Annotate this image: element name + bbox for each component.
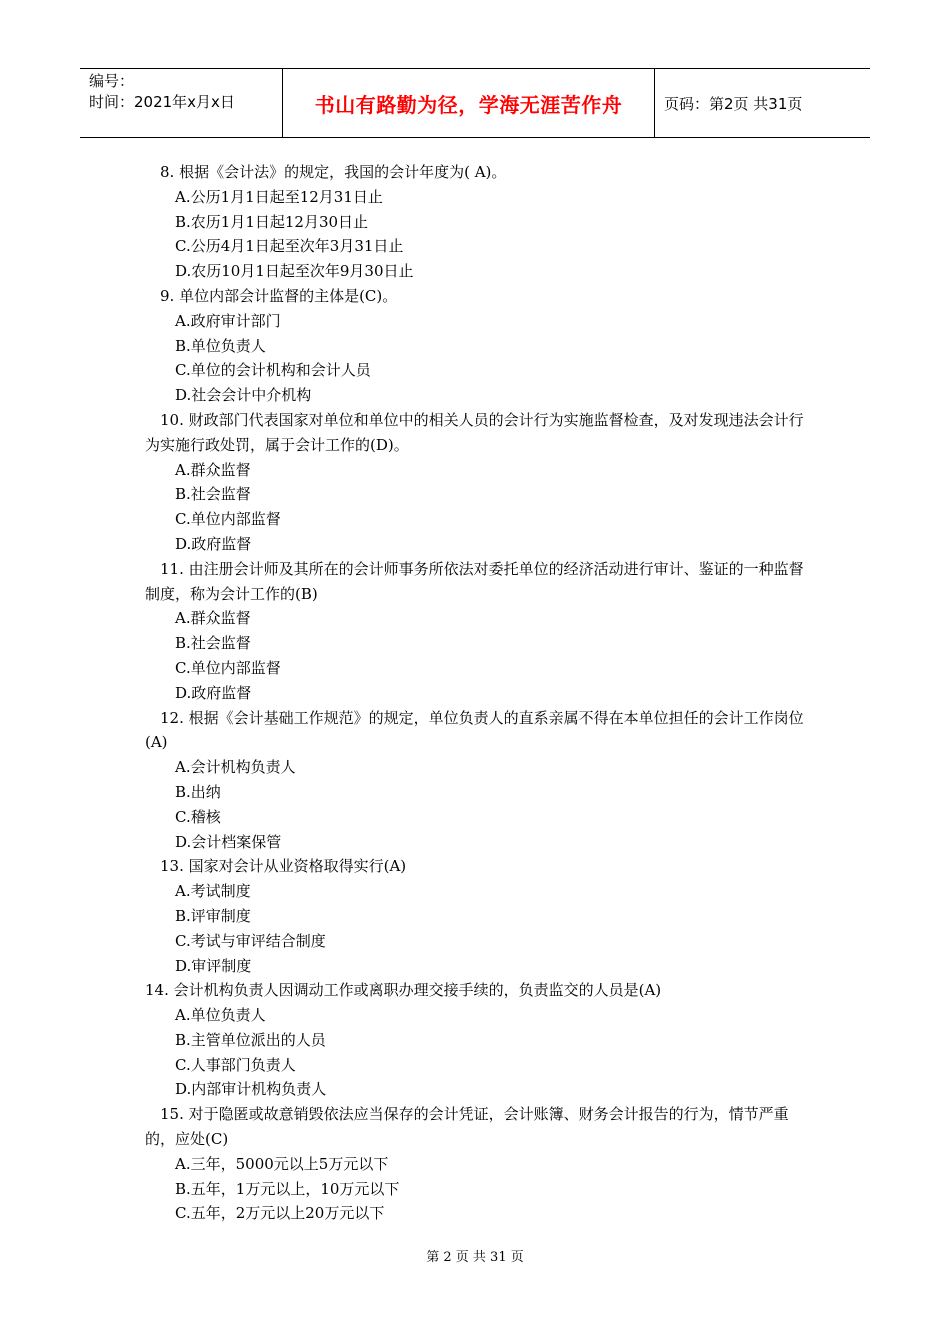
option-b: B.五年，1万元以上，10万元以下: [175, 1179, 400, 1198]
option-c: C.公历4月1日起至次年3月31日止: [175, 237, 404, 256]
option-b: B.社会监督: [175, 634, 251, 653]
option-d: D.审评制度: [175, 956, 252, 975]
option-c: C.五年，2万元以上20万元以下: [175, 1204, 385, 1223]
option-c: C.单位内部监督: [175, 658, 281, 677]
option-b: B.主管单位派出的人员: [175, 1030, 326, 1049]
question-text: 11. 由注册会计师及其所在的会计师事务所依法对委托单位的经济活动进行审计、鉴证的一种监督制度，称为会计工作的(B): [145, 559, 804, 603]
option-b: B.单位负责人: [175, 336, 266, 355]
question-9: [145, 284, 810, 408]
question-text: 9. 单位内部会计监督的主体是(C)。: [160, 286, 398, 305]
option-b: B.农历1月1日起12月30日止: [175, 212, 369, 231]
question-15: [145, 1102, 810, 1226]
option-d: D.内部审计机构负责人: [175, 1080, 327, 1099]
option-c: C.人事部门负责人: [175, 1055, 296, 1074]
question-12: [145, 706, 810, 855]
option-d: D.社会会计中介机构: [175, 386, 312, 405]
option-d: D.政府监督: [175, 534, 252, 553]
question-text: 15. 对于隐匿或故意销毁依法应当保存的会计凭证，会计账簿、财务会计报告的行为，情节严重的，应处(C): [145, 1105, 789, 1149]
motto-text: 书山有路勤为径，学海无涯苦作舟: [314, 92, 623, 117]
option-a: A.群众监督: [175, 460, 251, 479]
question-list: [145, 160, 810, 1226]
question-10: [145, 408, 810, 557]
option-b: B.社会监督: [175, 485, 251, 504]
question-text: 8. 根据《会计法》的规定，我国的会计年度为( A)。: [160, 163, 507, 181]
option-b: B.评审制度: [175, 906, 251, 925]
option-a: A.会计机构负责人: [175, 758, 296, 777]
question-14: [145, 978, 810, 1102]
question-13: [145, 854, 810, 978]
question-text: 10. 财政部门代表国家对单位和单位中的相关人员的会计行为实施监督检查，及对发现违法会计行为实施行政处罚，属于会计工作的(D)。: [145, 410, 804, 454]
option-a: A.三年，5000元以上5万元以下: [175, 1154, 389, 1173]
option-b: B.出纳: [175, 782, 221, 801]
option-d: D.政府监督: [175, 683, 252, 702]
option-d: D.农历10月1日起至次年9月30日止: [175, 262, 414, 281]
header-page-info: 页码：第2页 共31页: [664, 94, 803, 113]
header-meta: [80, 69, 283, 137]
option-a: A.群众监督: [175, 609, 251, 628]
option-c: C.考试与审评结合制度: [175, 931, 326, 950]
question-11: [145, 557, 810, 706]
option-d: D.会计档案保管: [175, 832, 282, 851]
option-a: A.政府审计部门: [175, 311, 281, 330]
option-a: A.单位负责人: [175, 1006, 266, 1025]
question-text: 13. 国家对会计从业资格取得实行(A): [160, 857, 407, 876]
option-c: C.单位内部监督: [175, 510, 281, 529]
option-a: A.考试制度: [175, 882, 251, 901]
page-header: [80, 68, 870, 138]
page-footer: 第 2 页 共 31 页: [426, 1250, 524, 1265]
question-8: [145, 160, 810, 284]
header-motto-cell: [283, 69, 655, 137]
option-a: A.公历1月1日起至12月31日止: [175, 187, 383, 206]
option-c: C.单位的会计机构和会计人员: [175, 361, 371, 380]
header-page-info-cell: [655, 69, 870, 137]
option-c: C.稽核: [175, 807, 221, 826]
document-time-label: 时间：2021年x月x日: [89, 93, 235, 111]
document-number-label: 编号：: [89, 72, 135, 90]
question-text: 12. 根据《会计基础工作规范》的规定，单位负责人的直系亲属不得在本单位担任的会计工作岗位(A): [145, 708, 804, 752]
question-text: 14. 会计机构负责人因调动工作或离职办理交接手续的，负责监交的人员是(A): [145, 981, 662, 1000]
